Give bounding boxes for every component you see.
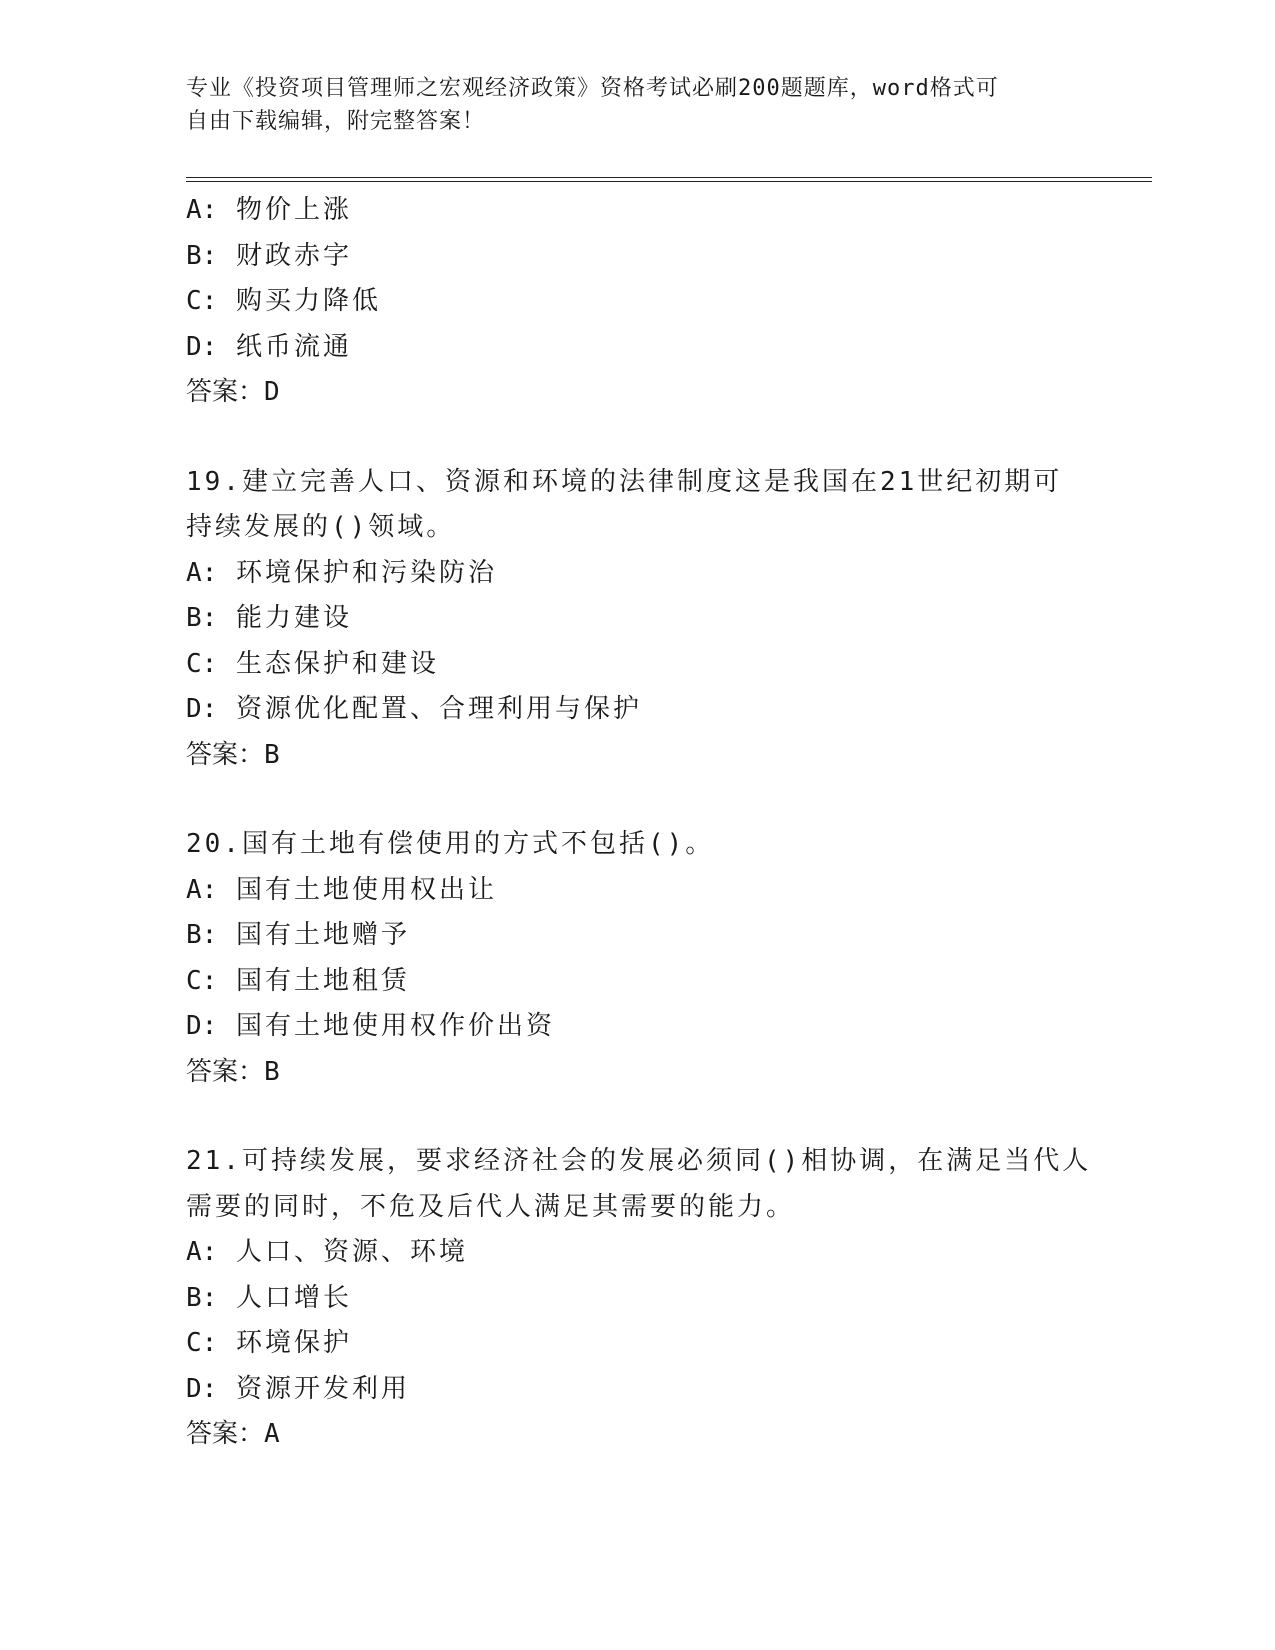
option-line: B: 财政赤字 [186, 240, 352, 271]
option-line: D: 纸币流通 [186, 331, 352, 362]
answer-line: 答案：D [186, 377, 283, 407]
option-line: A: 人口、资源、环境 [186, 1237, 468, 1267]
option-line: B: 能力建设 [186, 603, 352, 633]
answer-line: 答案：B [186, 1056, 283, 1087]
option-line: A: 环境保护和污染防治 [186, 557, 497, 588]
option-line: C: 生态保护和建设 [186, 648, 439, 679]
option-line: D: 资源开发利用 [186, 1373, 410, 1404]
option-line: C: 环境保护 [186, 1328, 352, 1358]
question-block-continued [186, 188, 1086, 416]
option-line: D: 资源优化配置、合理利用与保护 [186, 694, 642, 724]
option-line: B: 国有土地赠予 [186, 920, 410, 950]
question-block-19 [186, 460, 1086, 779]
option-line: D: 国有土地使用权作价出资 [186, 1011, 555, 1041]
document-header [186, 72, 1066, 138]
question-block-21 [186, 1139, 1092, 1458]
option-line: C: 国有土地租赁 [186, 965, 410, 996]
question-stem: 需要的同时，不危及后代人满足其需要的能力。 [186, 1191, 796, 1222]
answer-line: 答案：B [186, 739, 283, 770]
question-block-20 [186, 822, 1086, 1095]
question-list [186, 188, 1092, 1458]
answer-line: 答案：A [186, 1419, 283, 1449]
question-stem: 20.国有土地有偿使用的方式不包括()。 [186, 829, 715, 859]
option-line: A: 国有土地使用权出让 [186, 874, 497, 905]
question-stem: 21.可持续发展，要求经济社会的发展必须同()相协调，在满足当代人 [186, 1146, 1092, 1176]
header-divider [186, 177, 1152, 182]
option-line: B: 人口增长 [186, 1282, 352, 1313]
question-stem: 19.建立完善人口、资源和环境的法律制度这是我国在21世纪初期可 [186, 466, 1063, 497]
option-line: C: 购买力降低 [186, 286, 381, 316]
header-line-1: 专业《投资项目管理师之宏观经济政策》资格考试必刷200题题库，word格式可 [186, 76, 999, 101]
option-line: A: 物价上涨 [186, 195, 352, 225]
header-line-2: 自由下载编辑，附完整答案！ [186, 109, 486, 134]
question-stem: 持续发展的()领域。 [186, 512, 456, 542]
